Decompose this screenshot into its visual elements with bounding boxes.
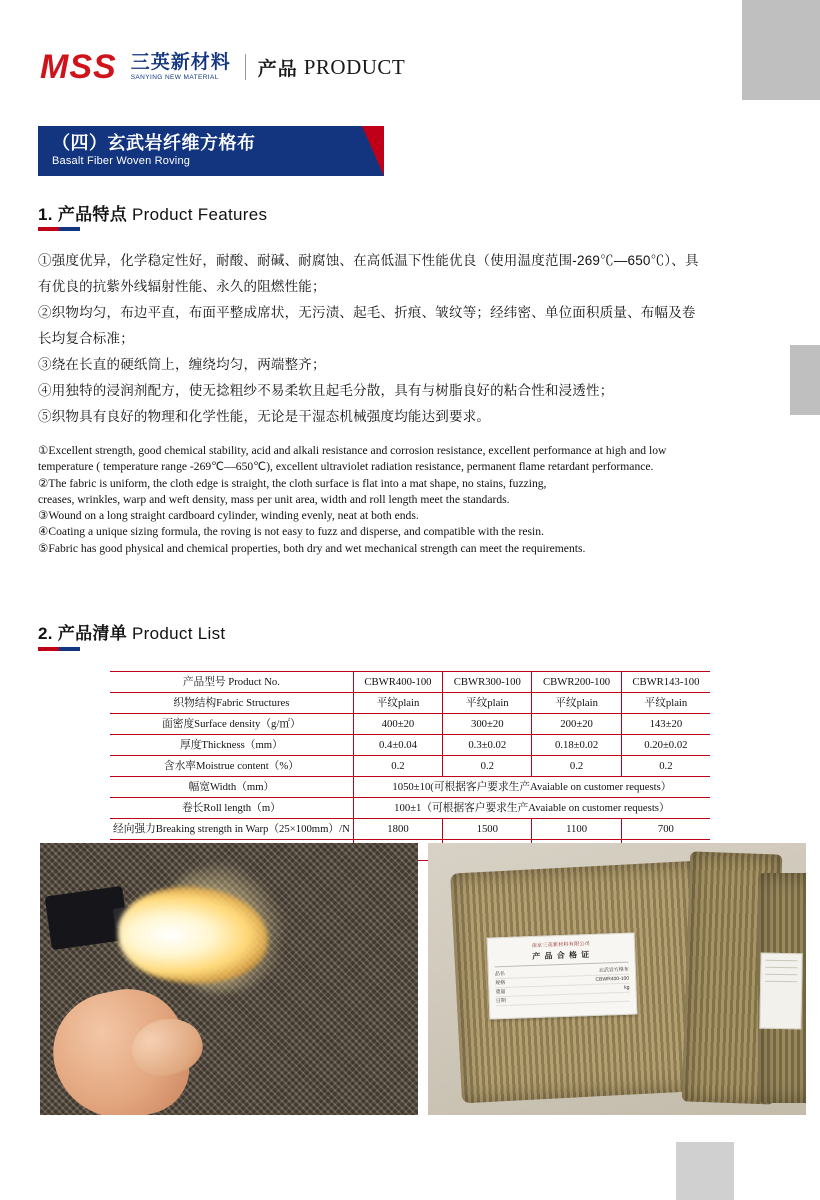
logo-company-en: SANYING NEW MATERIAL: [130, 73, 219, 81]
heading-features-en: Product Features: [132, 205, 268, 224]
logo-letters: MSS: [40, 48, 117, 86]
table-cell: 1050±10(可根据客户要求生产Avaiable on customer requests）: [353, 777, 710, 798]
product-spec-table: [110, 671, 710, 861]
logo-company-cn: 三英新材料: [130, 51, 231, 73]
table-cell: 平纹plain: [532, 693, 621, 714]
features-cn-p5: ⑤织物具有良好的物理和化学性能，无论是干湿态机械强度均能达到要求。: [38, 409, 491, 424]
table-row-label: 幅宽Width（mm）: [110, 777, 353, 798]
features-en-p4: ③Wound on a long straight cardboard cylinder, winding evenly, neat at both ends.: [38, 509, 419, 523]
table-cell: 400±20: [353, 714, 442, 735]
roll-side-label: [759, 953, 802, 1030]
table-row-label: 经向强力Breaking strength in Warp（25×100mm）/N: [110, 819, 353, 840]
label-card-row: 日期: [496, 993, 630, 1007]
features-en-p3: creases, wrinkles, warp and weft density, mass per unit area, width and roll length meet the standards.: [38, 492, 510, 506]
label-card-rows: [495, 966, 630, 1007]
table-cell: CBWR200-100: [532, 672, 621, 693]
table-cell: 300±20: [443, 714, 532, 735]
table-cell: 平纹plain: [353, 693, 442, 714]
heading-product-list: [38, 619, 225, 644]
table-cell: 143±20: [621, 714, 710, 735]
table-row: [110, 756, 710, 777]
photo-flame-test: [40, 843, 418, 1115]
table-cell: 700: [621, 819, 710, 840]
table-cell: CBWR400-100: [353, 672, 442, 693]
table-row: [110, 777, 710, 798]
page-header: [40, 44, 405, 90]
heading-features-rule: [38, 227, 80, 231]
label-card-row: 品名 玄武岩方格布: [494, 966, 629, 978]
header-divider: [245, 54, 246, 80]
label-card-row: 规格 CBWR400-100: [495, 975, 630, 987]
table-cell: CBWR143-100: [621, 672, 710, 693]
label-card-subtitle: 产 品 合 格 证: [532, 950, 591, 962]
table-cell: 1100: [532, 819, 621, 840]
table-row: [110, 693, 710, 714]
table-cell: 0.18±0.02: [532, 735, 621, 756]
label-card-row: 重量 kg: [495, 984, 630, 996]
table-row: [110, 798, 710, 819]
heading-features-cn: 产品特点: [57, 205, 128, 224]
features-en-p1: ①Excellent strength, good chemical stability, acid and alkali resistance and corrosion resistance, excellent performance at high and low temperature ( temperature range -269℃—650℃), excellent ultraviolet radiation resistance, permanent flame retardant performance.: [38, 444, 667, 474]
side-label-line: [765, 967, 797, 969]
table-cell: 平纹plain: [621, 693, 710, 714]
product-label-card: [487, 932, 638, 1019]
table-cell: 200±20: [532, 714, 621, 735]
banner-title-cn: （四）玄武岩纤维方格布: [52, 133, 256, 153]
table-cell: 0.2: [443, 756, 532, 777]
table-cell: 0.2: [532, 756, 621, 777]
header-title-cn: 产品: [257, 58, 298, 80]
features-cn-p1: ①强度优异，化学稳定性好，耐酸、耐碱、耐腐蚀、在高低温下性能优良（使用温度范围-269℃—650℃）、具有优良的抗紫外线辐射性能、永久的阻燃性能；: [38, 253, 699, 294]
heading-product-features: [38, 200, 267, 225]
features-en-p5: ④Coating a unique sizing formula, the roving is not easy to fuzz and disperse, and compatible with the resin.: [38, 525, 544, 539]
side-label-line: [765, 981, 797, 983]
logo-company-block: [131, 53, 231, 82]
table-cell: 100±1（可根据客户要求生产Avaiable on customer requests）: [353, 798, 710, 819]
photo-fabric-rolls: [428, 843, 806, 1115]
banner-title-en: Basalt Fiber Woven Roving: [52, 155, 191, 168]
section-banner: [38, 126, 384, 176]
features-en-p2: ②The fabric is uniform, the cloth edge is straight, the cloth surface is flat into a mat shape, no stains, fuzzing,: [38, 476, 547, 490]
heading-list-rule: [38, 647, 80, 651]
table-cell: 0.20±0.02: [621, 735, 710, 756]
table-row-label: 卷长Roll length（m）: [110, 798, 353, 819]
features-cn-p2: ②织物均匀，布边平直，布面平整成席状，无污渍、起毛、折痕、皱纹等；经纬密、单位面积质量、布幅及卷长均复合标准；: [38, 305, 696, 346]
table-row-label: 面密度Surface density（g/㎡）: [110, 714, 353, 735]
heading-list-number: 2.: [38, 624, 53, 643]
table-cell: 0.4±0.04: [353, 735, 442, 756]
header-title-en: PRODUCT: [303, 54, 406, 79]
table-cell: CBWR300-100: [443, 672, 532, 693]
table-cell: 0.3±0.02: [443, 735, 532, 756]
decor-block-mid-right: [790, 345, 820, 415]
table-row-label: 织物结构Fabric Structures: [110, 693, 353, 714]
table-cell: 1800: [353, 819, 442, 840]
features-cn-p3: ③绕在长直的硬纸筒上，缠绕均匀，两端整齐；: [38, 357, 326, 372]
table-row: [110, 735, 710, 756]
table-row: [110, 714, 710, 735]
table-row-label: 产品型号 Product No.: [110, 672, 353, 693]
features-cn-p4: ④用独特的浸润剂配方，使无捻粗纱不易柔软且起毛分散，具有与树脂良好的粘合性和浸透性；: [38, 383, 614, 398]
decor-block-top-right: [742, 0, 820, 100]
decor-block-bottom: [676, 1142, 734, 1200]
table-row-label: 含水率Moistrue content（%）: [110, 756, 353, 777]
side-label-line: [766, 960, 798, 962]
features-cn-text: [38, 248, 706, 430]
table-row: [110, 819, 710, 840]
side-label-line: [765, 974, 797, 976]
heading-list-cn: 产品清单: [57, 624, 128, 643]
table-cell: 1500: [443, 819, 532, 840]
table-cell: 0.2: [353, 756, 442, 777]
heading-features-number: 1.: [38, 205, 53, 224]
features-en-p6: ⑤Fabric has good physical and chemical properties, both dry and wet mechanical strength can meet the requirements.: [38, 541, 586, 555]
table-row: [110, 672, 710, 693]
table-row-label: 厚度Thickness（mm）: [110, 735, 353, 756]
table-cell: 0.2: [621, 756, 710, 777]
features-en-text: [38, 443, 714, 557]
table-cell: 平纹plain: [443, 693, 532, 714]
heading-list-en: Product List: [132, 624, 226, 643]
logo-mss: [40, 50, 117, 84]
label-card-title: 南京三英新材料有限公司: [531, 941, 591, 950]
